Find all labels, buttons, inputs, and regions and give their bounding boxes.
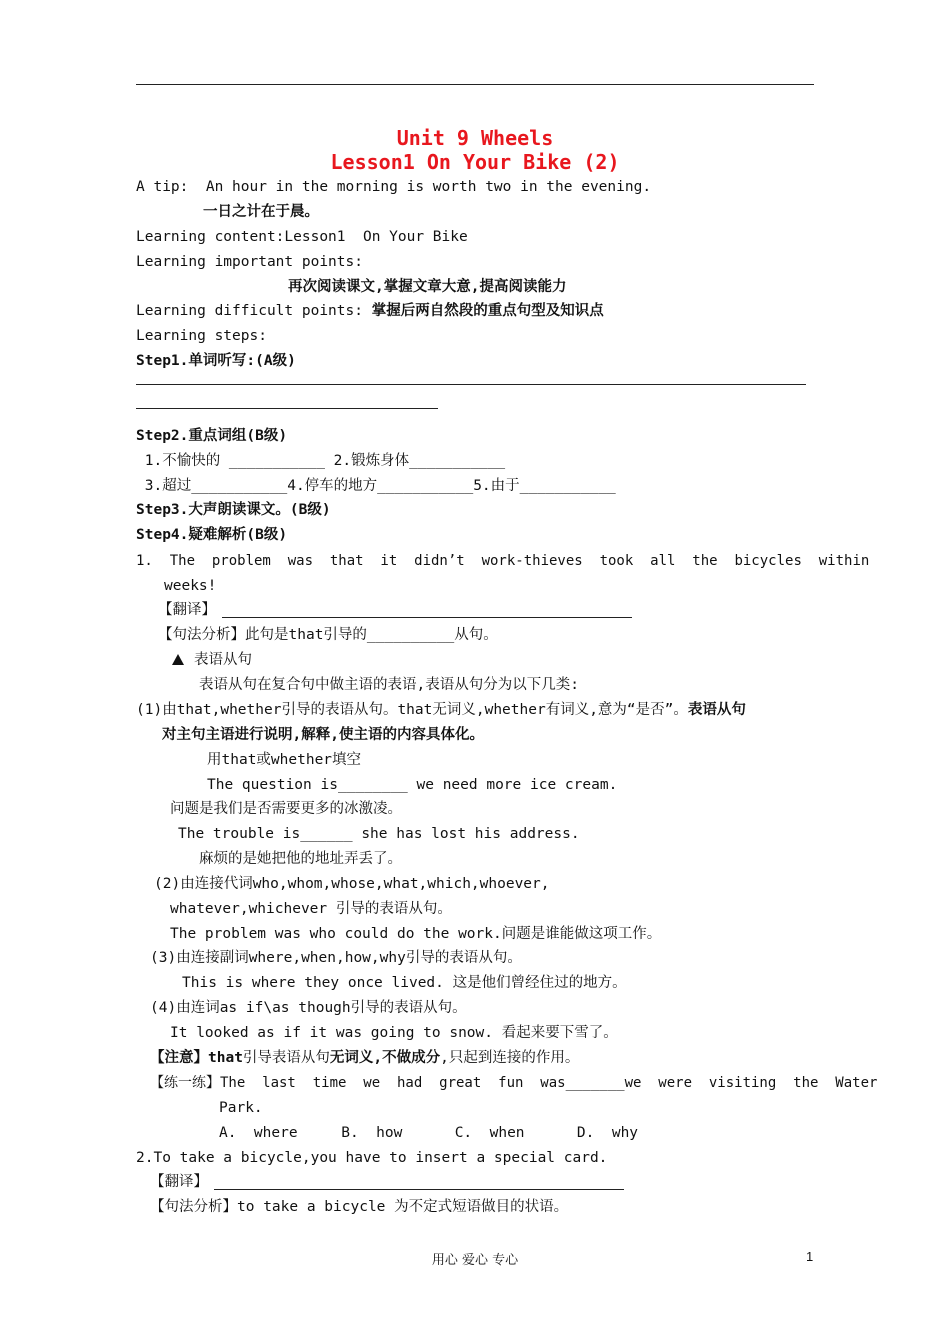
- step2-phrases-row-1: 1.不愉快的 ___________ 2.锻炼身体___________: [136, 453, 506, 469]
- type1-line2: 对主句主语进行说明,解释,使主语的内容具体化。: [162, 727, 484, 743]
- example2-translation: 麻烦的是她把他的地址弄丢了。: [199, 851, 402, 867]
- type2-example: The problem was who could do the work.问题是谁能做这项工作。: [170, 926, 662, 942]
- practice-question-cont: Park.: [219, 1100, 263, 1116]
- type4-line: (4)由连词as if\as though引导的表语从句。: [150, 1000, 467, 1016]
- example2-sentence: The trouble is______ she has lost his address.: [178, 826, 580, 842]
- predicative-clause-label: 表语从句: [194, 652, 252, 668]
- learning-steps-label: Learning steps:: [136, 328, 267, 344]
- note-bold-text: 无词义,不做成分: [329, 1050, 441, 1066]
- header-rule: [136, 84, 814, 85]
- question1-sentence: 1. The problem was that it didn’t work-thieves took all the bicycles within: [136, 553, 870, 569]
- type3-example: This is where they once lived. 这是他们曾经住过的地方。: [182, 975, 627, 991]
- learning-content: Learning content:Lesson1 On Your Bike: [136, 229, 468, 245]
- note-text-2: ,只起到连接的作用。: [440, 1050, 580, 1066]
- fill-instruction: 用that或whether填空: [207, 752, 362, 768]
- translation-label: 【翻译】: [158, 602, 216, 618]
- difficult-points-text: 掌握后两自然段的重点句型及知识点: [371, 303, 604, 319]
- step4-heading: Step4.疑难解析(B级): [136, 527, 288, 543]
- difficult-points-label: Learning difficult points:: [136, 303, 372, 319]
- step2-heading: Step2.重点词组(B级): [136, 428, 288, 444]
- translation2-label: 【翻译】: [150, 1174, 208, 1190]
- type2-line2: whatever,whichever 引导的表语从句。: [170, 901, 452, 917]
- note-text-1: 引导表语从句: [242, 1050, 330, 1066]
- triangle-bullet-icon: [172, 654, 184, 665]
- page-number: 1: [806, 1249, 814, 1264]
- example1-sentence: The question is________ we need more ice cream.: [207, 777, 618, 793]
- type1-text: (1)由that,whether引导的表语从句。that无词义,whether有词义,意为“是否”。: [136, 702, 688, 718]
- note-line: [150, 1048, 579, 1068]
- syntax-analysis-2: 【句法分析】to take a bicycle 为不定式短语做目的状语。: [150, 1199, 569, 1215]
- type1-bold: 表语从句: [687, 702, 746, 718]
- step3-heading: Step3.大声朗读课文。(B级): [136, 502, 331, 518]
- translation2-blank-line: [214, 1189, 624, 1190]
- predicative-clause-definition: 表语从句在复合句中做主语的表语,表语从句分为以下几类:: [199, 677, 579, 693]
- type2-line1: (2)由连接代词who,whom,whose,what,which,whoever,: [154, 876, 550, 892]
- important-points-label: Learning important points:: [136, 254, 363, 270]
- dictation-blank-line-1: [136, 384, 806, 385]
- practice-question: 【练一练】The last time we had great fun was_______we were visiting the Water: [150, 1075, 878, 1091]
- tip-translation: 一日之计在于晨。: [203, 204, 319, 220]
- lesson-title: Lesson1 On Your Bike (2): [330, 150, 620, 174]
- tip-line: A tip: An hour in the morning is worth two in the evening.: [136, 179, 652, 195]
- note-label: 【注意】: [150, 1050, 208, 1066]
- type1-line1: [136, 700, 746, 720]
- note-keyword: that: [208, 1050, 243, 1066]
- syntax-analysis-1: 【句法分析】此句是that引导的__________从句。: [158, 627, 498, 643]
- translation-blank-line: [222, 617, 632, 618]
- practice-options: A. where B. how C. when D. why: [219, 1125, 639, 1141]
- dictation-blank-line-2: [136, 408, 438, 409]
- question2-sentence: 2.To take a bicycle,you have to insert a special card.: [136, 1150, 608, 1166]
- important-points-text: 再次阅读课文,掌握文章大意,提高阅读能力: [288, 279, 567, 295]
- difficult-points: [136, 301, 604, 321]
- step1-heading: Step1.单词听写:(A级): [136, 353, 296, 369]
- example1-translation: 问题是我们是否需要更多的冰激凌。: [170, 801, 402, 817]
- predicative-clause-heading: [172, 650, 252, 670]
- unit-title: Unit 9 Wheels: [396, 126, 554, 150]
- footer-motto: 用心 爱心 专心: [431, 1253, 519, 1268]
- type4-example: It looked as if it was going to snow. 看起来要下雪了。: [170, 1025, 618, 1041]
- question1-sentence-cont: weeks!: [164, 578, 217, 594]
- type3-line: (3)由连接副词where,when,how,why引导的表语从句。: [150, 950, 522, 966]
- step2-phrases-row-2: 3.超过___________4.停车的地方___________5.由于___________: [136, 478, 616, 494]
